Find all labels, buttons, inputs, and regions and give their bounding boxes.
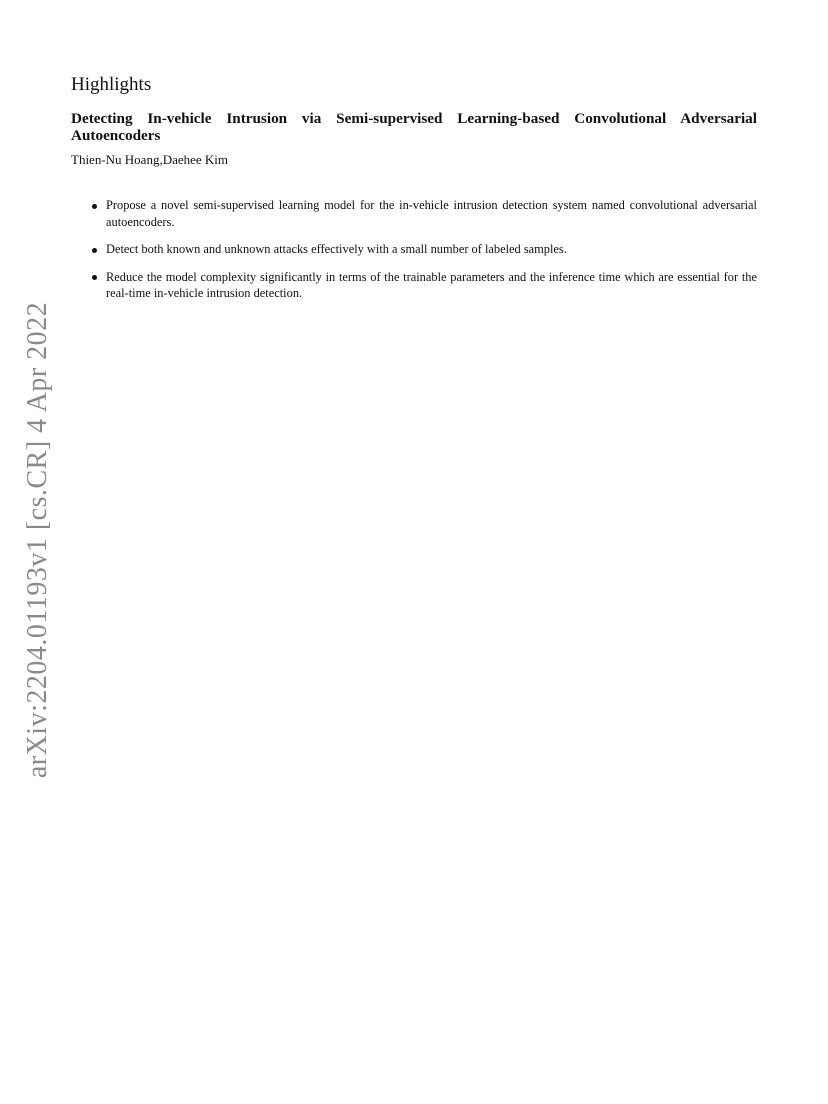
highlight-item <box>90 269 757 302</box>
bullet-icon <box>92 204 97 209</box>
bullet-icon <box>92 248 97 253</box>
highlight-text: Detect both known and unknown attacks effectively with a small number of labeled samples. <box>106 242 567 256</box>
arxiv-identifier-stamp: arXiv:2204.01193v1 [cs.CR] 4 Apr 2022 <box>22 301 53 779</box>
highlights-list <box>90 197 757 313</box>
highlight-item <box>90 197 757 230</box>
highlight-text: Propose a novel semi-supervised learning model for the in-vehicle intrusion detection system named convolutional adversarial autoencoders. <box>106 198 757 229</box>
bullet-icon <box>92 275 97 280</box>
highlight-item <box>90 241 757 258</box>
highlight-text: Reduce the model complexity significantly in terms of the trainable parameters and the inference time which are essential for the real-time in-vehicle intrusion detection. <box>106 269 757 300</box>
paper-title: Detecting In-vehicle Intrusion via Semi-supervised Learning-based Convolutional Adversarial Autoencoders <box>71 110 757 144</box>
author-list: Thien-Nu Hoang,Daehee Kim <box>71 152 229 167</box>
highlights-heading: Highlights <box>71 74 152 95</box>
